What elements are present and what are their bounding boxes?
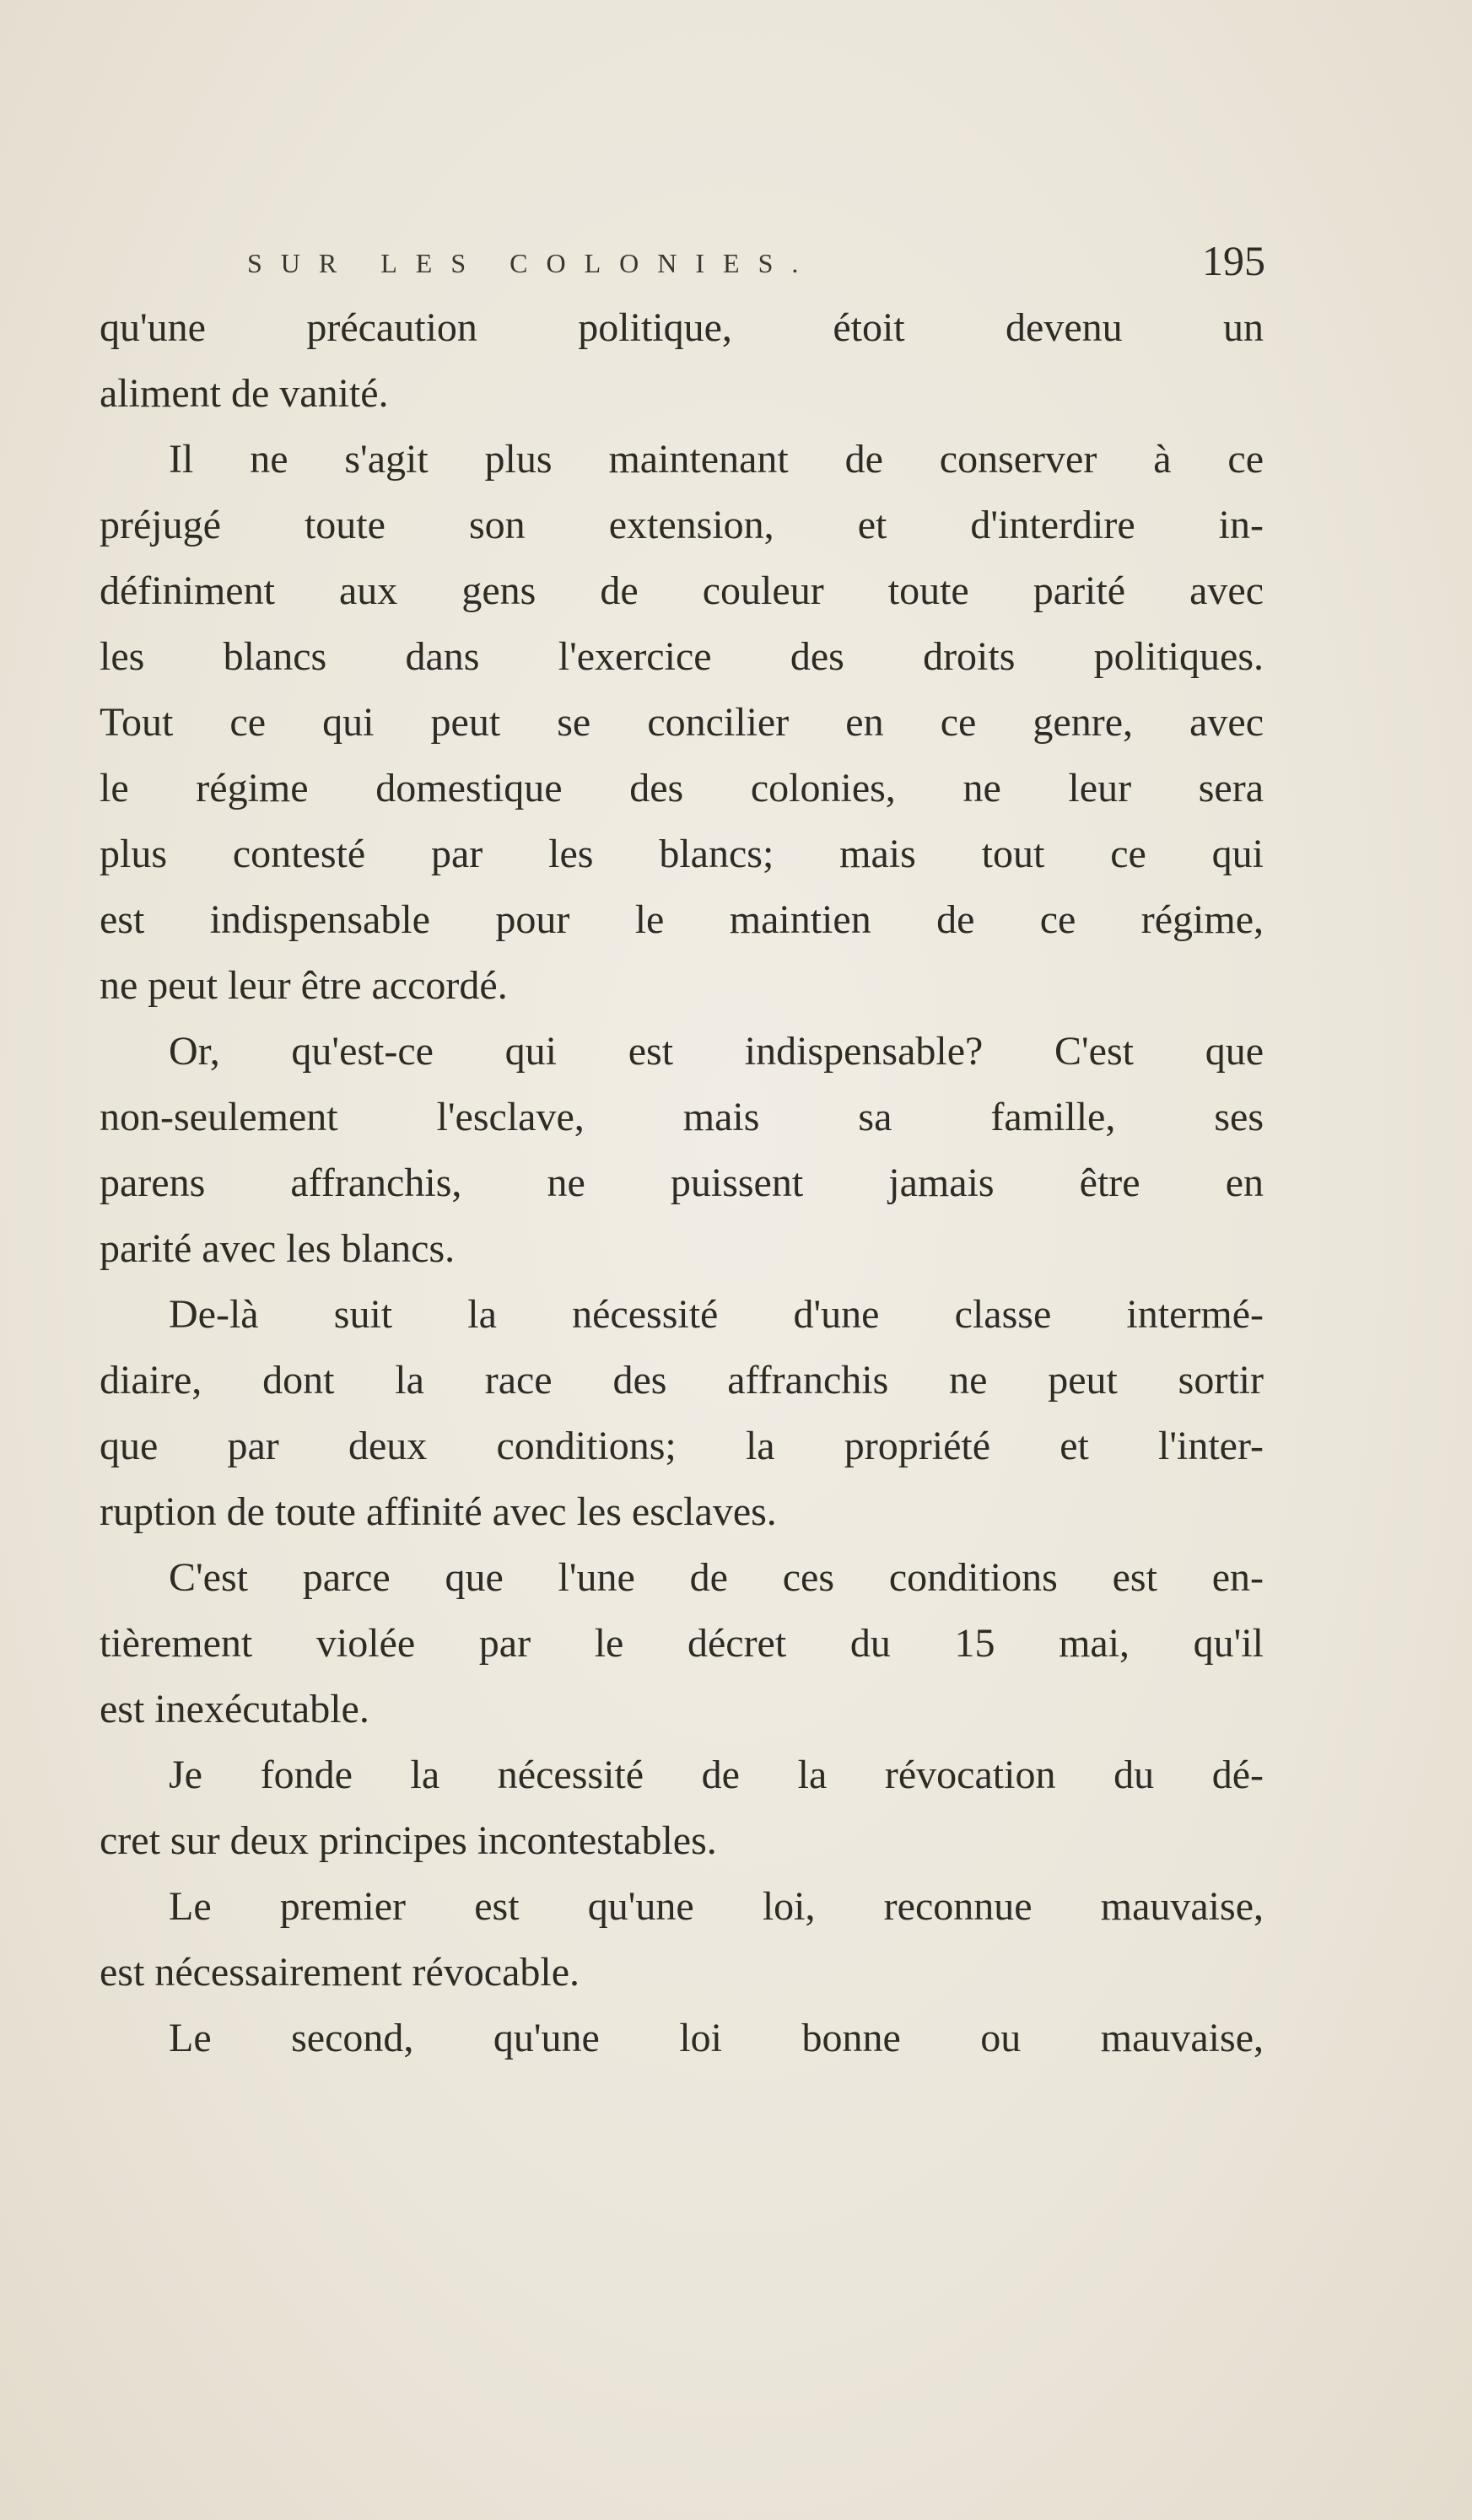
text-line: qu'une précaution politique, étoit devenu un — [100, 305, 1264, 350]
text-line: De-là suit la nécessité d'une classe intermé- — [169, 1292, 1264, 1337]
text-block — [100, 236, 1264, 2071]
text-line: ne peut leur être accordé. — [100, 963, 508, 1008]
text-line: Le premier est qu'une loi, reconnue mauvaise, — [169, 1884, 1264, 1929]
text-line: plus contesté par les blancs; mais tout ce qui — [100, 832, 1264, 876]
text-line: non-seulement l'esclave, mais sa famille, ses — [100, 1095, 1264, 1139]
page-number: 195 — [1202, 237, 1265, 284]
running-head-title: SUR LES COLONIES. — [247, 248, 817, 278]
text-line: tièrement violée par le décret du 15 mai, qu'il — [100, 1621, 1264, 1666]
text-line: le régime domestique des colonies, ne leur sera — [100, 766, 1264, 810]
text-line: Le second, qu'une loi bonne ou mauvaise, — [169, 2016, 1264, 2060]
text-line: cret sur deux principes incontestables. — [100, 1818, 717, 1863]
text-line: est indispensable pour le maintien de ce régime, — [100, 897, 1264, 942]
text-line: Or, qu'est-ce qui est indispensable? C'est que — [169, 1029, 1264, 1074]
text-line: définiment aux gens de couleur toute parité avec — [100, 568, 1264, 613]
text-line: préjugé toute son extension, et d'interdire in- — [100, 503, 1264, 547]
text-line: est nécessairement révocable. — [100, 1950, 580, 1995]
text-line: parens affranchis, ne puissent jamais être en — [100, 1160, 1264, 1205]
text-line: les blancs dans l'exercice des droits politiques. — [100, 634, 1264, 679]
text-line: aliment de vanité. — [100, 371, 389, 416]
text-line: Il ne s'agit plus maintenant de conserver à ce — [169, 437, 1264, 482]
text-line: diaire, dont la race des affranchis ne peut sortir — [100, 1358, 1264, 1403]
text-line: Je fonde la nécessité de la révocation du dé- — [169, 1753, 1264, 1797]
text-line: C'est parce que l'une de ces conditions est en- — [169, 1555, 1264, 1600]
body-text — [100, 295, 1264, 2071]
text-line: parité avec les blancs. — [100, 1226, 456, 1271]
running-head — [100, 236, 1264, 295]
text-line: est inexécutable. — [100, 1687, 369, 1731]
text-line: Tout ce qui peut se concilier en ce genre, avec — [100, 700, 1264, 745]
text-line: ruption de toute affinité avec les esclaves. — [100, 1489, 777, 1534]
text-line: que par deux conditions; la propriété et l'inter- — [100, 1424, 1264, 1468]
